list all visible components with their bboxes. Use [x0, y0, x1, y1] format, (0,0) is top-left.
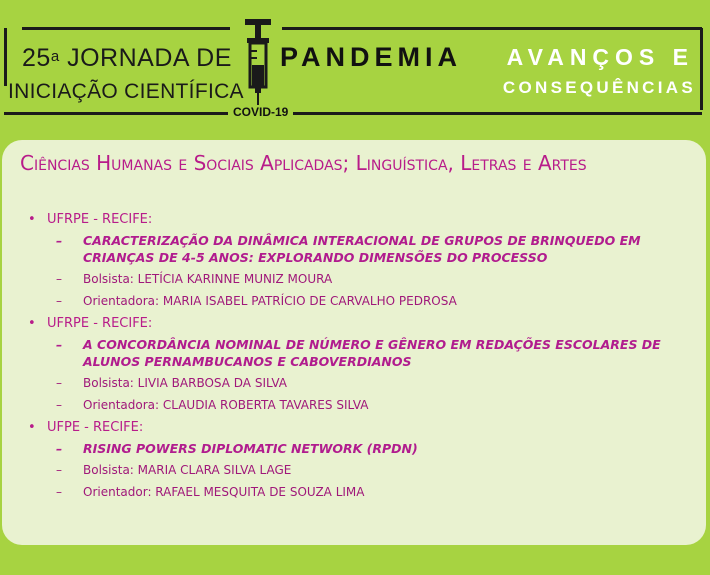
frame-line-right-vertical [700, 28, 703, 110]
bolsista-text: Bolsista: MARIA CLARA SILVA LAGE [83, 463, 292, 477]
bullet-icon: • [28, 316, 36, 331]
institution-item [2, 313, 706, 334]
section-title: Ciências Humanas e Sociais Aplicadas; Linguística, Letras e Artes [20, 151, 587, 175]
frame-line-top-left [22, 27, 230, 30]
entries-list [2, 208, 706, 503]
bolsista-text: Bolsista: LIVIA BARBOSA DA SILVA [83, 376, 287, 390]
dash-icon: – [56, 272, 62, 286]
orientador-item [2, 394, 706, 416]
bolsista-item [2, 459, 706, 481]
jornada-number: 25 [22, 44, 51, 72]
bolsista-text: Bolsista: LETÍCIA KARINNE MUNIZ MOURA [83, 272, 333, 286]
covid-label: COVID-19 [228, 105, 293, 119]
dash-icon: – [56, 463, 62, 477]
project-title-text: A CONCORDÂNCIA NOMINAL DE NÚMERO E GÊNERO EM REDAÇÕES ESCOLARES DE ALUNOS PERNAMBUCANOS E CABOVERDIANOS [83, 337, 661, 369]
project-title [2, 438, 706, 459]
bullet-icon: • [28, 420, 36, 435]
institution-item [2, 209, 706, 230]
institution-label: UFRPE - RECIFE: [47, 316, 153, 331]
avancos-title: AVANÇOS E [506, 44, 694, 70]
dash-icon: – [56, 233, 63, 248]
dash-icon: – [56, 337, 63, 352]
bolsista-item [2, 268, 706, 290]
project-title-text: CARACTERIZAÇÃO DA DINÂMICA INTERACIONAL DE GRUPOS DE BRINQUEDO EM CRIANÇAS DE 4-5 ANOS: EXPLORANDO DIMENSÕES DO PROCESSO [83, 233, 641, 265]
syringe-icon [241, 18, 275, 110]
project-title-text: RISING POWERS DIPLOMATIC NETWORK (RPDN) [83, 441, 418, 456]
jornada-ordinal: a [50, 48, 60, 65]
pandemia-title: PANDEMIA [280, 42, 463, 72]
institution-label: UFPE - RECIFE: [47, 420, 144, 435]
jornada-title-line2: INICIAÇÃO CIENTÍFICA [8, 80, 244, 103]
bullet-icon: • [28, 212, 36, 227]
dash-icon: – [56, 376, 62, 390]
orientador-text: Orientadora: CLAUDIA ROBERTA TAVARES SILVA [83, 398, 369, 412]
bolsista-item [2, 372, 706, 394]
institution-label: UFRPE - RECIFE: [47, 212, 153, 227]
institution-item [2, 417, 706, 438]
dash-icon: – [56, 485, 62, 499]
project-title [2, 334, 706, 372]
frame-line-bottom [4, 112, 702, 115]
orientador-item [2, 290, 706, 312]
frame-line-left-vertical [4, 28, 7, 86]
orientador-item [2, 481, 706, 503]
consequencias-title: CONSEQUÊNCIAS [502, 78, 696, 97]
dash-icon: – [56, 441, 63, 456]
orientador-text: Orientador: RAFAEL MESQUITA DE SOUZA LIMA [83, 485, 365, 499]
project-title [2, 230, 706, 268]
orientador-text: Orientadora: MARIA ISABEL PATRÍCIO DE CARVALHO PEDROSA [83, 294, 457, 308]
jornada-title-line1 [22, 44, 232, 72]
jornada-text: JORNADA DE [67, 44, 232, 72]
frame-line-top-right [282, 27, 702, 30]
dash-icon: – [56, 294, 62, 308]
content-panel [2, 140, 706, 545]
event-header [0, 0, 710, 130]
dash-icon: – [56, 398, 62, 412]
